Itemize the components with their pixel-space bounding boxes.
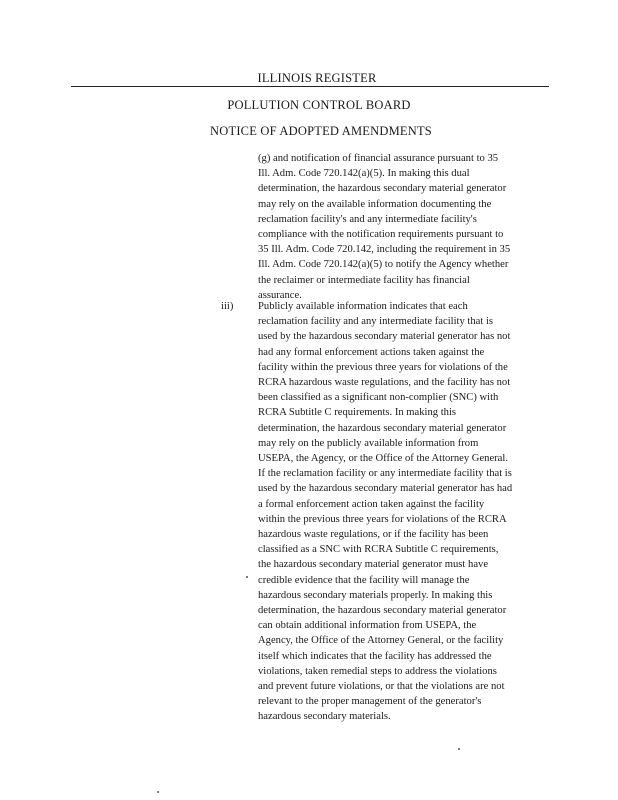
text-line: assurance.	[258, 289, 302, 301]
text-line: determination, the hazardous secondary material generator	[258, 422, 507, 434]
text-line: been classified as a significant non-complier (SNC) with	[258, 392, 499, 404]
text-line: Ill. Adm. Code 720.142(a)(5) to notify the Agency whether	[258, 259, 509, 271]
text-line: Ill. Adm. Code 720.142(a)(5). In making this dual	[258, 168, 470, 180]
text-line: compliance with the notification requirements pursuant to	[258, 229, 504, 241]
notice-title: NOTICE OF ADOPTED AMENDMENTS	[210, 124, 432, 138]
text-line: Agency, the Office of the Attorney General, or the facility	[258, 635, 504, 647]
text-line: may rely on the publicly available information from	[258, 437, 479, 449]
item-iii-paragraph	[258, 299, 552, 725]
text-line: hazardous secondary materials.	[258, 711, 391, 723]
text-line: and prevent future violations, or that the violations are not	[258, 681, 505, 693]
header-rule	[71, 86, 549, 87]
continued-paragraph	[258, 151, 552, 303]
text-line: may rely on the available information documenting the	[258, 198, 492, 210]
text-line: used by the hazardous secondary material generator has not	[258, 331, 511, 343]
scan-speck	[246, 576, 248, 578]
text-line: hazardous secondary materials properly. In making this	[258, 589, 493, 601]
item-iii-label: iii)	[221, 301, 234, 312]
text-line: reclamation facility's and any intermediate facility's	[258, 213, 477, 225]
text-line: determination, the hazardous secondary material generator	[258, 183, 507, 195]
text-line: determination, the hazardous secondary material generator	[258, 605, 507, 617]
text-line: credible evidence that the facility will manage the	[258, 574, 470, 586]
text-line: Publicly available information indicates that each	[258, 301, 468, 312]
text-line: RCRA Subtitle C requirements. In making this	[258, 407, 457, 419]
text-line: facility within the previous three years for violations of the	[258, 361, 508, 373]
text-line: classified as a SNC with RCRA Subtitle C requirements,	[258, 544, 499, 556]
text-line: can obtain additional information from USEPA, the	[258, 620, 477, 632]
text-line: USEPA, the Agency, or the Office of the Attorney General.	[258, 453, 508, 465]
text-line: 35 Ill. Adm. Code 720.142, including the requirement in 35	[258, 244, 511, 256]
register-title: ILLINOIS REGISTER	[257, 71, 377, 85]
text-line: (g) and notification of financial assurance pursuant to 35	[258, 153, 499, 164]
board-title: POLLUTION CONTROL BOARD	[227, 98, 411, 112]
text-line: used by the hazardous secondary material generator has had	[258, 483, 513, 495]
text-line: hazardous waste regulations, or if the facility has been	[258, 529, 489, 541]
text-line: a formal enforcement action taken against the facility	[258, 498, 485, 510]
scan-speck	[458, 748, 460, 750]
scan-speck	[157, 791, 159, 793]
text-line: If the reclamation facility or any intermediate facility that is	[258, 468, 512, 480]
text-line: within the previous three years for violations of the RCRA	[258, 513, 507, 525]
text-line: violations, taken remedial steps to address the violations	[258, 665, 497, 677]
text-line: the hazardous secondary material generator must have	[258, 559, 489, 571]
text-line: relevant to the proper management of the generator's	[258, 696, 482, 708]
text-line: itself which indicates that the facility has addressed the	[258, 650, 492, 662]
text-line: reclamation facility and any intermediate facility that is	[258, 316, 494, 328]
text-line: RCRA hazardous waste regulations, and the facility has not	[258, 377, 511, 389]
text-line: the reclaimer or intermediate facility has financial	[258, 274, 470, 286]
text-line: had any formal enforcement actions taken against the	[258, 346, 485, 358]
